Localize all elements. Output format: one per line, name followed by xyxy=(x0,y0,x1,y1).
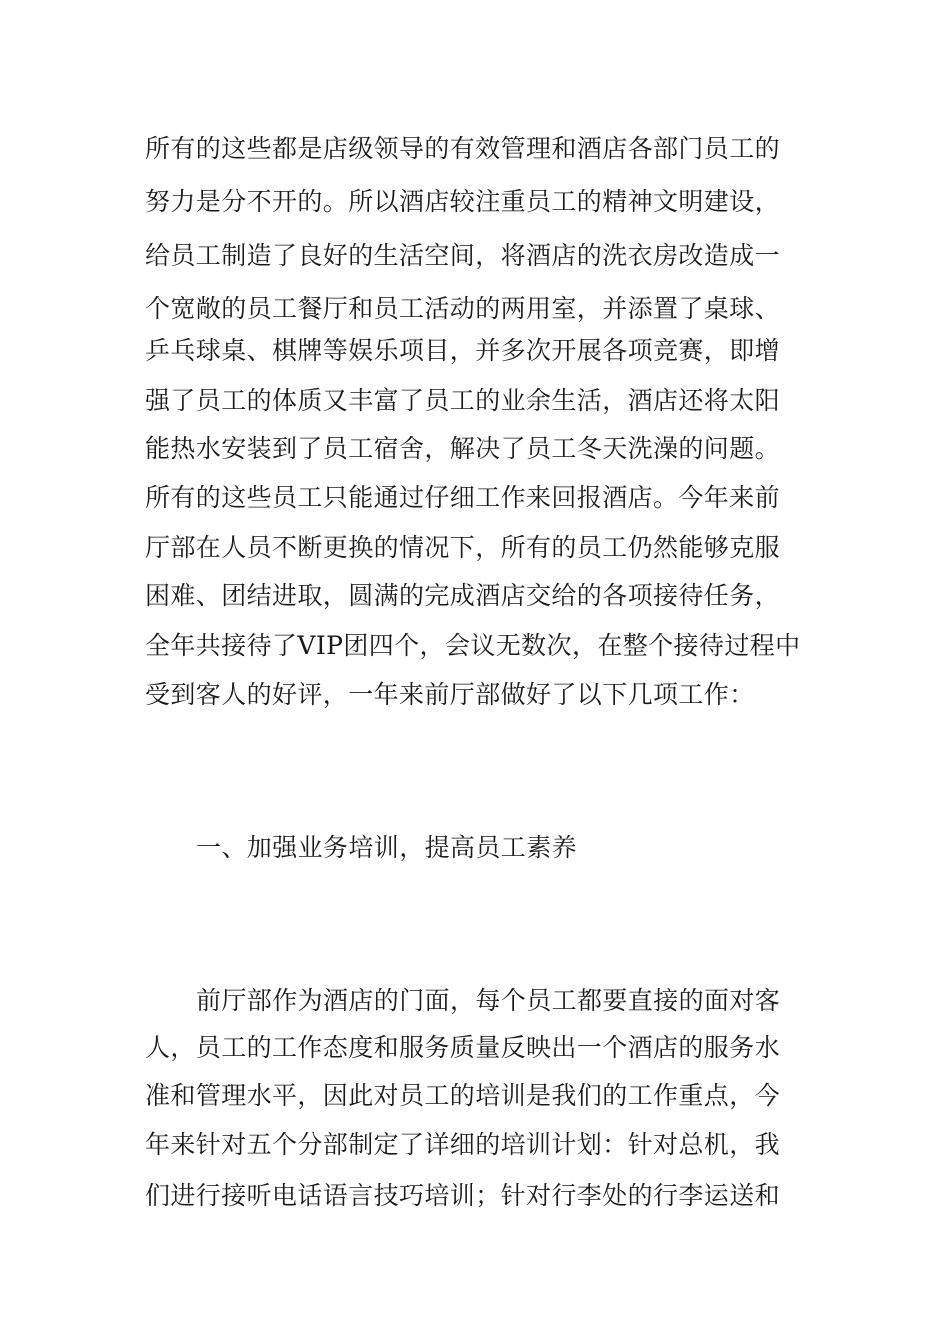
paragraph-line: 年来针对五个分部制定了详细的培训计划：针对总机，我 xyxy=(145,1130,781,1159)
paragraph-line: 努力是分不开的。所以酒店较注重员工的精神文明建设， xyxy=(145,187,781,216)
section-heading: 一、加强业务培训，提高员工素养 xyxy=(196,833,578,862)
paragraph-line: 准和管理水平，因此对员工的培训是我们的工作重点，今 xyxy=(145,1081,781,1110)
paragraph-line: 们进行接听电话语言技巧培训；针对行李处的行李运送和 xyxy=(145,1181,781,1210)
paragraph-line: 能热水安装到了员工宿舍，解决了员工冬天洗澡的问题。 xyxy=(145,434,781,463)
paragraph-line: 厅部在人员不断更换的情况下，所有的员工仍然能够克服 xyxy=(145,533,781,562)
paragraph-line: 全年共接待了VIP团四个，会议无数次，在整个接待过程中 xyxy=(145,631,801,660)
paragraph-line: 困难、团结进取，圆满的完成酒店交给的各项接待任务， xyxy=(145,581,781,610)
paragraph-line: 所有的这些都是店级领导的有效管理和酒店各部门员工的 xyxy=(145,134,781,163)
paragraph-line: 受到客人的好评，一年来前厅部做好了以下几项工作： xyxy=(145,680,755,709)
paragraph-line: 前厅部作为酒店的门面，每个员工都要直接的面对客 xyxy=(196,986,781,1015)
paragraph-line: 个宽敞的员工餐厅和员工活动的两用室，并添置了桌球、 xyxy=(145,294,781,323)
paragraph-line: 所有的这些员工只能通过仔细工作来回报酒店。今年来前 xyxy=(145,483,781,512)
paragraph-line: 强了员工的体质又丰富了员工的业余生活，酒店还将太阳 xyxy=(145,386,781,415)
paragraph-line: 人，员工的工作态度和服务质量反映出一个酒店的服务水 xyxy=(145,1033,781,1062)
paragraph-line: 乒乓球桌、棋牌等娱乐项目，并多次开展各项竞赛，即增 xyxy=(145,336,781,365)
paragraph-line: 给员工制造了良好的生活空间，将酒店的洗衣房改造成一 xyxy=(145,241,781,270)
